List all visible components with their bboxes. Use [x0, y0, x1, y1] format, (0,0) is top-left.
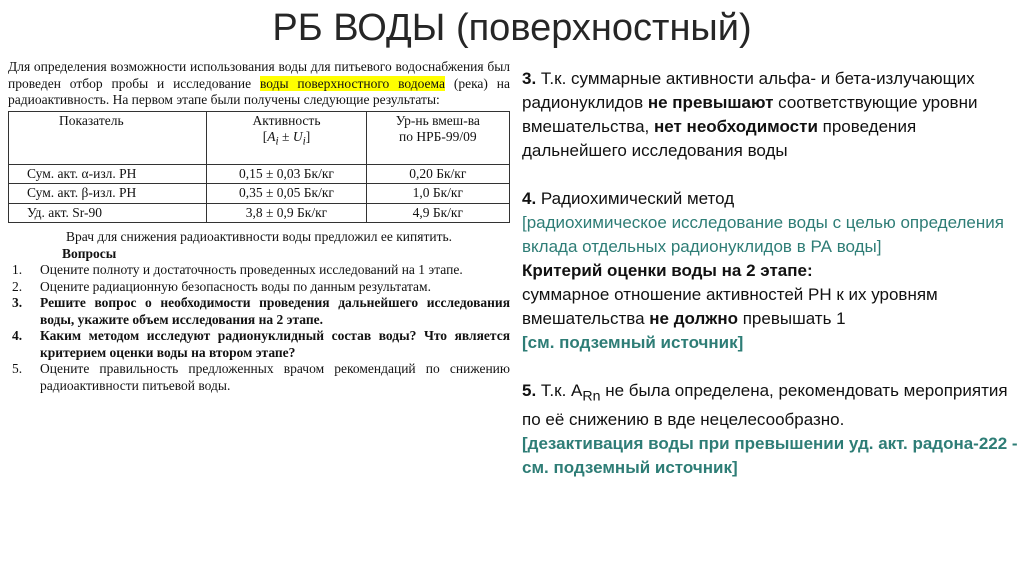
question-number: 5.	[12, 361, 23, 376]
answer-text: Радиохимический метод	[536, 189, 735, 208]
question-text: Оцените радиационную безопасность воды по данным результатам.	[40, 278, 431, 294]
answers-column	[522, 67, 1018, 480]
answer-5-reference	[522, 432, 1018, 480]
answer-text: не была определена, рекомендовать мероприятия по её снижению в вде нецелесообразно.	[522, 381, 1008, 430]
row-indicator: Уд. акт. Sr-90	[9, 203, 207, 223]
answer-text: соответствующие уровни вмешательства,	[522, 93, 978, 136]
task-column	[8, 59, 510, 394]
criterion-reference	[522, 331, 1018, 355]
header-level	[366, 111, 509, 164]
header-activity-pm: ±	[278, 129, 293, 144]
task-intro	[8, 59, 510, 109]
question-number: 4.	[12, 328, 23, 343]
criterion-text	[522, 283, 1018, 331]
header-indicator: Показатель	[9, 111, 207, 164]
question-item	[8, 295, 510, 328]
question-item	[8, 279, 510, 296]
slide-title: РБ ВОДЫ (поверхностный)	[272, 7, 752, 49]
header-activity-label: Активность	[252, 112, 321, 128]
table-header-row	[9, 111, 510, 164]
row-indicator: Сум. акт. α-изл. РН	[9, 164, 207, 184]
answer-number: 4.	[522, 189, 537, 208]
intro-text-end: (река) на радиоактивность. На первом этапе были получены следующие результаты:	[8, 75, 510, 107]
header-activity-i2: i	[302, 135, 306, 148]
row-level: 0,20 Бк/кг	[366, 164, 509, 184]
reference-text: [см. подземный источник]	[522, 333, 744, 352]
question-number: 1.	[12, 262, 23, 277]
question-text: Оцените полноту и достаточность проведенных исследований на 1 этапе.	[40, 262, 463, 277]
question-text: Оцените правильность предложенных врачом рекомендаций по снижению радиоактивности питьевой воды.	[40, 361, 510, 393]
table-row	[9, 203, 510, 223]
question-item	[8, 262, 510, 279]
row-activity: 3,8 ± 0,9 Бк/кг	[207, 203, 366, 223]
spacer	[522, 355, 1018, 379]
header-level-line2: по НРБ-99/09	[399, 129, 477, 144]
answer-5	[522, 379, 1018, 432]
answer-text: проведения дальнейшего исследования воды	[522, 117, 917, 160]
answer-text: превышать 1	[737, 309, 846, 328]
spacer	[522, 163, 1018, 187]
header-activity-i: i	[275, 135, 279, 148]
table-row	[9, 164, 510, 184]
answer-text: Т.к. А	[536, 381, 583, 400]
question-text: Решите вопрос о необходимости проведения дальнейшего исследования воды, укажите объем исследования на 2 этапе.	[40, 295, 510, 327]
answer-bold: нет необходимости	[654, 117, 818, 136]
row-activity: 0,15 ± 0,03 Бк/кг	[207, 164, 366, 184]
header-activity-a: A	[267, 129, 276, 144]
header-level-line1: Ур-нь вмеш-ва	[395, 112, 480, 128]
answer-3	[522, 67, 1018, 163]
row-level: 4,9 Бк/кг	[366, 203, 509, 223]
answer-number: 5.	[522, 381, 537, 400]
answer-number: 3.	[522, 69, 537, 88]
row-level: 1,0 Бк/кг	[366, 184, 509, 204]
question-item	[8, 361, 510, 394]
answer-text: Т.к. суммарные активности альфа- и бета-излучающих радионуклидов	[522, 69, 975, 112]
question-number: 2.	[12, 278, 23, 294]
results-table	[8, 111, 510, 224]
question-item	[8, 328, 510, 361]
questions-heading: Вопросы	[62, 245, 117, 261]
criterion-title	[522, 259, 1018, 283]
doctor-proposal: Врач для снижения радиоактивности воды предложил ее кипятить.	[66, 229, 452, 244]
header-activity-u: U	[292, 129, 303, 144]
answer-4-method-note: [радиохимическое исследование воды с целью определения вклада отдельных радионуклидов в РА воды]	[522, 213, 1004, 256]
question-number: 3.	[12, 295, 23, 310]
answer-bold: не должно	[649, 309, 738, 328]
reference-text: [дезактивация воды при превышении уд. акт. радона-222 - см. подземный источник]	[522, 434, 1018, 478]
questions-list	[8, 262, 510, 394]
answer-bold: не превышают	[647, 93, 774, 112]
row-indicator: Сум. акт. β-изл. РН	[9, 184, 207, 204]
row-activity: 0,35 ± 0,05 Бк/кг	[207, 184, 366, 204]
criterion-title-text: Критерий оценки воды на 2 этапе:	[522, 261, 813, 280]
header-activity: Активность $[A_i \pm U_i]$	[207, 111, 366, 164]
intro-text: Для определения возможности использования воды для питьевого водоснабжения был проведен отбор пробы и исследование	[8, 59, 510, 91]
intro-highlight: воды поверхностного водоема	[259, 75, 445, 91]
answer-4	[522, 187, 1018, 211]
question-text: Каким методом исследуют радионуклидный состав воды? Что является критерием оценки воды на втором этапе?	[40, 328, 510, 360]
radon-subscript: Rn	[582, 388, 601, 405]
table-row	[9, 184, 510, 204]
answer-text: суммарное отношение активностей РН к их уровням вмешательства	[522, 285, 938, 328]
